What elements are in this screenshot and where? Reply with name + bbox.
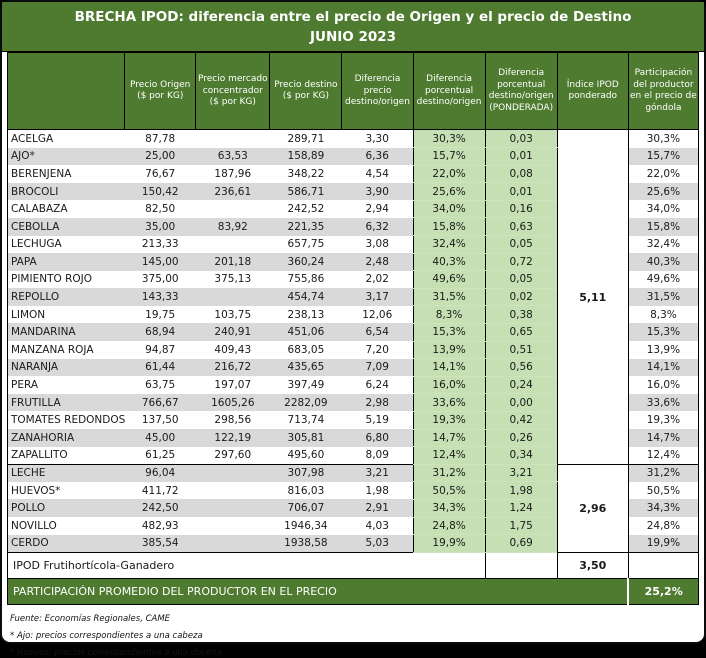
- diferencia-porcentual-cell: 25,6%: [413, 183, 485, 201]
- diferencia-precio-cell: 3,90: [342, 183, 413, 201]
- producto-cell: NARANJA: [8, 359, 125, 377]
- precio-origen-cell: 61,44: [125, 359, 196, 377]
- diferencia-porcentual-ponderada-cell: 0,42: [485, 411, 557, 429]
- precio-mercado-concentrador-cell: 240,91: [196, 323, 270, 341]
- precio-destino-cell: 451,06: [270, 323, 342, 341]
- precio-origen-cell: 45,00: [125, 429, 196, 447]
- diferencia-porcentual-cell: 19,3%: [413, 411, 485, 429]
- producto-cell: LIMON: [11, 308, 46, 321]
- precio-origen-cell: 63,75: [145, 379, 176, 392]
- producto-cell: TOMATES REDONDOS: [11, 414, 126, 427]
- page-subtitle: JUNIO 2023: [309, 29, 397, 46]
- column-header-precio-destino: Precio destino ($ por KG): [270, 53, 342, 130]
- diferencia-precio-cell: 2,91: [342, 499, 413, 517]
- precio-mercado-concentrador-cell: [196, 288, 270, 306]
- precio-destino-cell: 348,22: [287, 167, 325, 180]
- producto-cell: LECHUGA: [11, 238, 62, 251]
- participacion-gondola-cell: 19,9%: [628, 535, 698, 553]
- precio-destino-cell: 242,52: [287, 203, 325, 216]
- diferencia-porcentual-cell: 34,0%: [413, 200, 485, 218]
- producto-cell: HUEVOS*: [11, 484, 61, 497]
- precio-destino-cell: 1946,34: [284, 519, 328, 532]
- diferencia-porcentual-cell: 12,4%: [413, 447, 485, 465]
- precio-destino-cell: 495,60: [287, 449, 325, 462]
- diferencia-porcentual-cell: 14,7%: [413, 429, 485, 447]
- report-title-bar: [2, 2, 704, 52]
- diferencia-porcentual-ponderada-cell: 0,51: [485, 341, 557, 359]
- precio-origen-cell: 94,87: [145, 343, 176, 356]
- column-header-participacion-gondola: Índice IPOD ponderado: [557, 53, 628, 130]
- diferencia-porcentual-ponderada-cell: 0,26: [485, 429, 557, 447]
- precio-origen-cell: 82,50: [145, 203, 176, 216]
- diferencia-precio-cell: 3,17: [342, 288, 413, 306]
- diferencia-precio-cell: 1,98: [365, 484, 389, 497]
- diferencia-porcentual-ponderada-cell: 1,98: [485, 482, 557, 500]
- diferencia-porcentual-cell: 15,8%: [413, 218, 485, 236]
- diferencia-precio-cell: 6,36: [342, 148, 413, 166]
- producto-cell: BERENJENA: [11, 167, 72, 180]
- diferencia-precio-cell: 6,80: [342, 429, 413, 447]
- producto-cell: ACELGA: [11, 132, 54, 145]
- participacion-gondola-cell: 31,5%: [628, 288, 698, 306]
- footnote: * Huevos: precios correspondientes a una docena: [10, 647, 222, 658]
- precio-origen-cell: 150,42: [125, 183, 196, 201]
- precio-mercado-concentrador-cell: 122,19: [196, 429, 270, 447]
- participacion-gondola-cell: 31,2%: [628, 464, 698, 482]
- precio-mercado-concentrador-cell: 83,92: [196, 218, 270, 236]
- page-title: BRECHA IPOD: diferencia entre el precio de Origen y el precio de Destino: [74, 9, 632, 25]
- column-header-indice-ipod: Participación del productor en el precio de góndola: [628, 53, 698, 130]
- participacion-gondola-cell: 22,0%: [628, 165, 698, 183]
- ipod-total-row: [8, 552, 699, 578]
- precio-mercado-concentrador-cell: 201,18: [196, 253, 270, 271]
- column-header-diferencia-precio: Diferencia precio destino/origen: [342, 53, 413, 130]
- diferencia-precio-cell: 2,98: [342, 394, 413, 412]
- precio-destino-cell: 755,86: [287, 273, 325, 286]
- precio-origen-cell: 411,72: [141, 484, 179, 497]
- precio-origen-cell: 76,67: [145, 167, 176, 180]
- precio-destino-cell: 683,05: [287, 343, 325, 356]
- participacion-gondola-cell: 24,8%: [628, 517, 698, 535]
- precio-destino-cell: 1938,58: [270, 535, 342, 553]
- precio-mercado-concentrador-cell: [196, 499, 270, 517]
- precio-mercado-concentrador-cell: [196, 535, 270, 553]
- diferencia-porcentual-cell: 34,3%: [413, 499, 485, 517]
- producto-cell: MANZANA ROJA: [11, 343, 94, 356]
- diferencia-precio-cell: 7,09: [342, 359, 413, 377]
- precio-mercado-concentrador-cell: [196, 236, 270, 254]
- producto-cell: CEBOLLA: [8, 218, 125, 236]
- precio-mercado-concentrador-cell: [196, 200, 270, 218]
- diferencia-porcentual-cell: 16,0%: [413, 376, 485, 394]
- precio-destino-cell: 435,65: [270, 359, 342, 377]
- diferencia-porcentual-ponderada-cell: 0,24: [485, 376, 557, 394]
- diferencia-porcentual-cell: 31,2%: [413, 464, 485, 482]
- diferencia-porcentual-cell: 15,3%: [413, 323, 485, 341]
- precio-destino-cell: 397,49: [287, 379, 325, 392]
- precio-destino-cell: 2282,09: [270, 394, 342, 412]
- column-header-diferencia-porcentual: Diferencia porcentual destino/origen: [413, 53, 485, 130]
- diferencia-porcentual-cell: 8,3%: [413, 306, 485, 324]
- producto-cell: CERDO: [8, 535, 125, 553]
- producto-cell: LECHE: [8, 464, 125, 482]
- diferencia-porcentual-ponderada-cell: 0,63: [485, 218, 557, 236]
- diferencia-porcentual-cell: 31,5%: [413, 288, 485, 306]
- diferencia-porcentual-ponderada-cell: 0,56: [485, 359, 557, 377]
- precio-mercado-concentrador-cell: 409,43: [214, 343, 252, 356]
- diferencia-porcentual-cell: 49,6%: [413, 271, 485, 289]
- producto-cell: PERA: [11, 379, 39, 392]
- diferencia-porcentual-ponderada-cell: 1,24: [485, 499, 557, 517]
- diferencia-precio-cell: 3,08: [365, 238, 389, 251]
- diferencia-porcentual-cell: 32,4%: [413, 236, 485, 254]
- diferencia-porcentual-ponderada-cell: 0,69: [485, 535, 557, 553]
- column-header-precio-mercado-concentrador: Precio mercado concentrador ($ por KG): [196, 53, 270, 130]
- precio-origen-cell: 766,67: [125, 394, 196, 412]
- diferencia-precio-cell: 4,54: [365, 167, 389, 180]
- ipod-table: [7, 52, 699, 604]
- producto-cell: CALABAZA: [11, 203, 68, 216]
- diferencia-precio-cell: 6,24: [365, 379, 389, 392]
- diferencia-porcentual-ponderada-cell: 0,34: [485, 447, 557, 465]
- participacion-gondola-cell: 15,3%: [628, 323, 698, 341]
- precio-mercado-concentrador-cell: 1605,26: [196, 394, 270, 412]
- precio-mercado-concentrador-cell: [196, 464, 270, 482]
- diferencia-porcentual-cell: 33,6%: [413, 394, 485, 412]
- table-body: [8, 130, 699, 552]
- diferencia-porcentual-cell: 40,3%: [413, 253, 485, 271]
- precio-mercado-concentrador-cell: 216,72: [196, 359, 270, 377]
- diferencia-porcentual-cell: 22,0%: [413, 165, 485, 183]
- precio-origen-cell: 19,75: [145, 308, 176, 321]
- precio-mercado-concentrador-cell: 197,07: [214, 379, 252, 392]
- indice-ipod-ponderado-cell: 2,96: [557, 464, 628, 552]
- participacion-gondola-cell: 16,0%: [628, 376, 698, 394]
- diferencia-porcentual-ponderada-cell: 0,00: [485, 394, 557, 412]
- precio-origen-cell: 35,00: [125, 218, 196, 236]
- diferencia-porcentual-cell: 13,9%: [413, 341, 485, 359]
- precio-destino-cell: 158,89: [270, 148, 342, 166]
- footnote: Fuente: Economías Regionales, CAME: [10, 613, 171, 624]
- producto-cell: PAPA: [8, 253, 125, 271]
- table-row: [8, 464, 699, 482]
- diferencia-porcentual-ponderada-cell: 0,01: [485, 148, 557, 166]
- participacion-gondola-cell: 25,6%: [628, 183, 698, 201]
- precio-destino-cell: 657,75: [287, 238, 325, 251]
- precio-origen-cell: 87,78: [145, 132, 176, 145]
- precio-mercado-concentrador-cell: [196, 130, 270, 148]
- diferencia-precio-cell: 3,21: [342, 464, 413, 482]
- diferencia-porcentual-ponderada-cell: 0,08: [485, 165, 557, 183]
- diferencia-porcentual-ponderada-cell: 0,05: [485, 271, 557, 289]
- diferencia-porcentual-cell: 15,7%: [413, 148, 485, 166]
- diferencia-porcentual-ponderada-cell: 0,03: [485, 130, 557, 148]
- diferencia-porcentual-ponderada-cell: 0,01: [485, 183, 557, 201]
- participacion-gondola-cell: 14,1%: [628, 359, 698, 377]
- precio-origen-cell: 213,33: [141, 238, 179, 251]
- participacion-gondola-cell: 34,3%: [628, 499, 698, 517]
- producto-cell: AJO*: [8, 148, 125, 166]
- ipod-total-value: 3,50: [557, 552, 628, 578]
- precio-origen-cell: 25,00: [125, 148, 196, 166]
- participacion-gondola-cell: 33,6%: [628, 394, 698, 412]
- indice-ipod-ponderado-cell: 5,11: [557, 130, 628, 464]
- participacion-gondola-cell: 50,5%: [628, 482, 698, 500]
- diferencia-porcentual-ponderada-cell: 3,21: [485, 464, 557, 482]
- precio-origen-cell: 61,25: [145, 449, 176, 462]
- diferencia-precio-cell: 5,03: [342, 535, 413, 553]
- participacion-gondola-cell: 34,0%: [628, 200, 698, 218]
- participacion-gondola-cell: 8,3%: [628, 306, 698, 324]
- precio-mercado-concentrador-cell: [196, 482, 270, 500]
- participacion-gondola-cell: 12,4%: [628, 447, 698, 465]
- producto-cell: REPOLLO: [8, 288, 125, 306]
- precio-destino-cell: 454,74: [270, 288, 342, 306]
- precio-origen-cell: 242,50: [125, 499, 196, 517]
- diferencia-porcentual-cell: 30,3%: [413, 130, 485, 148]
- participacion-gondola-cell: 30,3%: [628, 130, 698, 148]
- precio-origen-cell: 482,93: [141, 519, 179, 532]
- participacion-gondola-cell: 49,6%: [628, 271, 698, 289]
- participation-row: [8, 578, 699, 604]
- column-header-precio-origen: Precio Origen ($ por KG): [125, 53, 196, 130]
- precio-destino-cell: 706,07: [270, 499, 342, 517]
- diferencia-precio-cell: 6,54: [342, 323, 413, 341]
- diferencia-porcentual-ponderada-cell: 0,16: [485, 200, 557, 218]
- diferencia-porcentual-ponderada-cell: 0,65: [485, 323, 557, 341]
- diferencia-porcentual-ponderada-cell: 0,05: [485, 236, 557, 254]
- footnote: * Ajo: precios correspondientes a una cabeza: [10, 630, 203, 641]
- participacion-gondola-cell: 14,7%: [628, 429, 698, 447]
- precio-origen-cell: 145,00: [125, 253, 196, 271]
- diferencia-porcentual-ponderada-cell: 1,75: [485, 517, 557, 535]
- precio-destino-cell: 360,24: [270, 253, 342, 271]
- precio-destino-cell: 221,35: [270, 218, 342, 236]
- precio-origen-cell: 143,33: [125, 288, 196, 306]
- diferencia-porcentual-ponderada-cell: 0,02: [485, 288, 557, 306]
- precio-mercado-concentrador-cell: 375,13: [214, 273, 252, 286]
- precio-mercado-concentrador-cell: 297,60: [214, 449, 252, 462]
- empty-cell: [485, 552, 557, 578]
- diferencia-precio-cell: 6,32: [342, 218, 413, 236]
- precio-destino-cell: 307,98: [270, 464, 342, 482]
- participacion-gondola-cell: 15,8%: [628, 218, 698, 236]
- table-row: [8, 130, 699, 148]
- participacion-gondola-cell: 40,3%: [628, 253, 698, 271]
- precio-origen-cell: 385,54: [125, 535, 196, 553]
- diferencia-porcentual-cell: 14,1%: [413, 359, 485, 377]
- precio-mercado-concentrador-cell: 63,53: [196, 148, 270, 166]
- participation-value: 25,2%: [628, 578, 698, 604]
- summary-body: [8, 552, 699, 604]
- producto-cell: FRUTILLA: [8, 394, 125, 412]
- diferencia-precio-cell: 5,19: [365, 414, 389, 427]
- footnotes: [10, 614, 704, 658]
- diferencia-precio-cell: 2,48: [342, 253, 413, 271]
- precio-origen-cell: 375,00: [141, 273, 179, 286]
- precio-mercado-concentrador-cell: 298,56: [214, 414, 252, 427]
- participacion-gondola-cell: 13,9%: [628, 341, 698, 359]
- participacion-gondola-cell: 15,7%: [628, 148, 698, 166]
- precio-mercado-concentrador-cell: 187,96: [214, 167, 252, 180]
- diferencia-precio-cell: 2,02: [365, 273, 389, 286]
- producto-cell: NOVILLO: [11, 519, 57, 532]
- participation-label: PARTICIPACIÓN PROMEDIO DEL PRODUCTOR EN EL PRECIO: [8, 578, 629, 604]
- precio-destino-cell: 289,71: [287, 132, 325, 145]
- header-row: [8, 53, 699, 130]
- participacion-gondola-cell: 32,4%: [628, 236, 698, 254]
- producto-cell: ZAPALLITO: [11, 449, 68, 462]
- precio-origen-cell: 137,50: [141, 414, 179, 427]
- ipod-total-label: IPOD Frutihortícola-Ganadero: [8, 552, 486, 578]
- producto-cell: PIMIENTO ROJO: [11, 273, 93, 286]
- precio-destino-cell: 713,74: [287, 414, 325, 427]
- table-header: [8, 53, 699, 130]
- diferencia-precio-cell: 7,20: [365, 343, 389, 356]
- diferencia-precio-cell: 8,09: [365, 449, 389, 462]
- producto-cell: BROCOLI: [8, 183, 125, 201]
- precio-origen-cell: 96,04: [125, 464, 196, 482]
- diferencia-precio-cell: 4,03: [365, 519, 389, 532]
- precio-mercado-concentrador-cell: [196, 517, 270, 535]
- column-header-producto: [8, 53, 125, 130]
- precio-destino-cell: 238,13: [287, 308, 325, 321]
- empty-cell: [628, 552, 698, 578]
- diferencia-porcentual-cell: 50,5%: [413, 482, 485, 500]
- producto-cell: MANDARINA: [8, 323, 125, 341]
- precio-destino-cell: 586,71: [270, 183, 342, 201]
- precio-mercado-concentrador-cell: 236,61: [196, 183, 270, 201]
- precio-destino-cell: 305,81: [270, 429, 342, 447]
- precio-mercado-concentrador-cell: 103,75: [214, 308, 252, 321]
- diferencia-porcentual-ponderada-cell: 0,72: [485, 253, 557, 271]
- diferencia-porcentual-cell: 19,9%: [413, 535, 485, 553]
- precio-destino-cell: 816,03: [287, 484, 325, 497]
- diferencia-porcentual-cell: 24,8%: [413, 517, 485, 535]
- diferencia-porcentual-ponderada-cell: 0,38: [485, 306, 557, 324]
- participacion-gondola-cell: 19,3%: [628, 411, 698, 429]
- diferencia-precio-cell: 2,94: [365, 203, 389, 216]
- precio-origen-cell: 68,94: [125, 323, 196, 341]
- diferencia-precio-cell: 12,06: [362, 308, 393, 321]
- diferencia-precio-cell: 3,30: [365, 132, 389, 145]
- column-header-diferencia-porcentual-ponderada: Diferencia porcentual destino/origen (PONDERADA): [485, 53, 557, 130]
- producto-cell: POLLO: [8, 499, 125, 517]
- producto-cell: ZANAHORIA: [8, 429, 125, 447]
